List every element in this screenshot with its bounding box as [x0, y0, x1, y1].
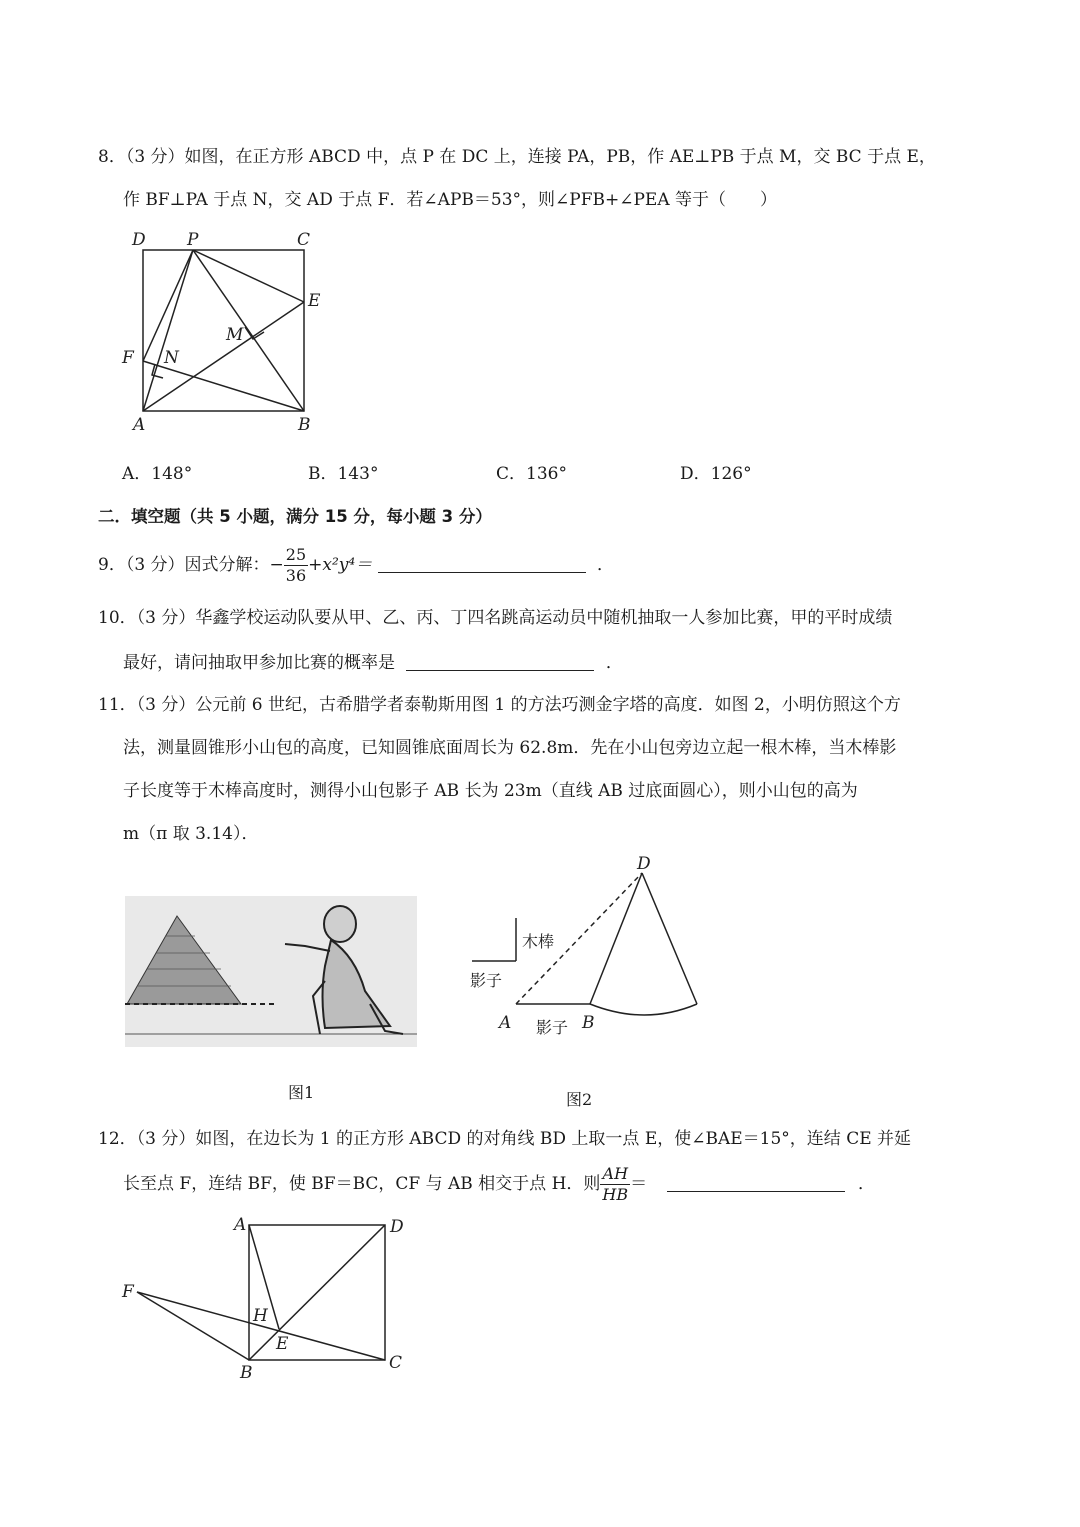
q8-option-d[interactable]: D．126°: [680, 464, 752, 484]
q8-text-line1: 8．（3 分）如图，在正方形 ABCD 中，点 P 在 DC 上，连接 PA，PB，作 AE⊥PB 于点 M，交 BC 于点 E，: [98, 147, 936, 167]
segment-pb: [193, 250, 304, 411]
q11-text-line4: m（π 取 3.14）．: [123, 824, 259, 844]
segment-bf: [143, 361, 304, 411]
q11-figure1-image: [125, 896, 417, 1047]
q12-equals: ＝: [630, 1174, 648, 1194]
label-m: M: [226, 325, 244, 345]
q9-frac-den: 36: [285, 566, 307, 585]
q12-frac-den: HB: [602, 1185, 629, 1204]
fig2-label-b: B: [582, 1013, 595, 1033]
q9-prefix: 9．（3 分）因式分解：−: [98, 555, 284, 575]
q12-label-h: H: [253, 1306, 268, 1326]
q9-fraction: [284, 545, 308, 586]
q12-label-b: B: [240, 1363, 253, 1383]
diagonal-bd: [249, 1225, 385, 1360]
label-d: D: [132, 230, 146, 250]
q10-end: ．: [605, 653, 623, 673]
label-c: C: [297, 230, 311, 250]
cone-left-edge: [590, 873, 642, 1004]
label-n: N: [164, 348, 179, 368]
q8-option-b[interactable]: B．143°: [308, 464, 379, 484]
fig2-label-d: D: [637, 854, 651, 874]
q9-answer-blank[interactable]: [378, 554, 586, 573]
fig2-label-shadow1: 影子: [470, 971, 503, 990]
q12-text-line1: 12．（3 分）如图，在边长为 1 的正方形 ABCD 的对角线 BD 上取一点 E，使∠BAE＝15°，连结 CE 并延: [98, 1129, 912, 1149]
segment-fp: [143, 250, 193, 361]
segment-fb: [137, 1292, 249, 1360]
section2-title: 二．填空题（共 5 小题，满分 15 分，每小题 3 分）: [98, 507, 492, 526]
q8-figure: [115, 222, 345, 442]
q10-text-line1: 10．（3 分）华鑫学校运动队要从甲、乙、丙、丁四名跳高运动员中随机抽取一人参加比赛，甲的平时成绩: [98, 608, 893, 628]
q11-text-line1: 11．（3 分）公元前 6 世纪，古希腊学者泰勒斯用图 1 的方法巧测金字塔的高度．如图 2，小明仿照这个方: [98, 695, 901, 715]
q12-frac-num: AH: [600, 1164, 630, 1185]
q12-label-d: D: [390, 1217, 404, 1237]
q11-figure2: [460, 850, 710, 1040]
q12-figure: [115, 1210, 415, 1385]
q12-text-line2a: 长至点 F，连结 BF，使 BF＝BC，CF 与 AB 相交于点 H．则: [123, 1174, 601, 1194]
q12-answer-blank[interactable]: [667, 1173, 845, 1192]
square-abcd: [143, 250, 304, 411]
cone-right-edge: [642, 873, 697, 1004]
q9-line: [98, 545, 614, 586]
q12-fraction: [600, 1164, 630, 1205]
q11-figure2-caption: 图2: [566, 1090, 593, 1109]
q9-expression: +x²y⁴＝: [308, 555, 373, 575]
q8-option-a[interactable]: A．148°: [122, 464, 193, 484]
segment-pe: [193, 250, 304, 302]
q12-label-f: F: [122, 1282, 134, 1302]
q12-end: ．: [857, 1174, 875, 1194]
q8-option-c[interactable]: C．136°: [496, 464, 567, 484]
q10-answer-blank[interactable]: [406, 652, 594, 671]
segment-pa: [143, 250, 193, 411]
fig2-label-stick: 木棒: [522, 932, 555, 951]
label-b: B: [298, 415, 311, 435]
label-p: P: [187, 230, 199, 250]
q8-text-line2: 作 BF⊥PA 于点 N，交 AD 于点 F．若∠APB＝53°，则∠PFB+∠PEA 等于（ ）: [123, 190, 778, 210]
fig2-label-a: A: [499, 1013, 512, 1033]
q9-end: ．: [597, 555, 615, 575]
q11-text-line3: 子长度等于木棒高度时，测得小山包影子 AB 长为 23m（直线 AB 过底面圆心），则小山包的高为: [123, 781, 858, 801]
label-e: E: [308, 291, 321, 311]
q9-frac-num: 25: [285, 545, 307, 564]
label-f: F: [122, 348, 134, 368]
q12-label-a: A: [234, 1215, 247, 1235]
q10-line2: [123, 648, 623, 673]
fig2-label-shadow2: 影子: [536, 1018, 569, 1037]
q12-label-e: E: [276, 1334, 289, 1354]
q10-text-line2: 最好，请问抽取甲参加比赛的概率是: [123, 653, 395, 673]
q12-label-c: C: [389, 1353, 403, 1373]
segment-fc: [137, 1292, 385, 1360]
cone-base-arc: [590, 1004, 697, 1015]
label-a: A: [133, 415, 146, 435]
q11-text-line2: 法，测量圆锥形小山包的高度，已知圆锥底面周长为 62.8m．先在小山包旁边立起一根木棒，当木棒影: [123, 738, 897, 758]
q11-figure1-caption: 图1: [288, 1083, 315, 1102]
q12-line2: [123, 1164, 875, 1205]
